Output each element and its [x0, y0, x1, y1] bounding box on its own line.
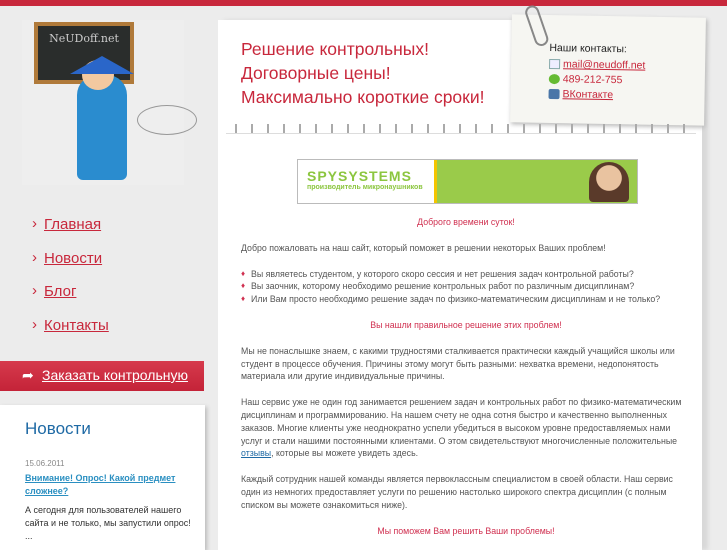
nav-contacts[interactable]: › Контакты — [32, 317, 109, 351]
welcome-text: Добро пожаловать на наш сайт, который поможет в решении некоторых Ваших проблем! — [241, 242, 606, 253]
bullet-item: ♦ Или Вам просто необходимо решение задач по физико-математическим дисциплинам и не только? — [241, 293, 691, 306]
news-more[interactable]: ... — [25, 531, 33, 541]
contacts-card — [510, 14, 706, 125]
found-text: Вы нашли правильное решение этих проблем! — [370, 319, 562, 330]
icq-number: 489-212-755 — [562, 73, 623, 87]
main-panel — [218, 20, 702, 550]
slogan-line: Максимально короткие сроки! — [241, 87, 485, 107]
ad-banner[interactable] — [297, 159, 638, 204]
nav-blog[interactable]: › Блог — [32, 283, 109, 317]
atom-icon — [137, 105, 197, 135]
bullet-item: ♦ Вы заочник, которому необходимо решение контрольных работ по различным дисциплинам? — [241, 280, 691, 293]
vk-link[interactable]: ВКонтакте — [562, 88, 614, 102]
paragraph: Мы не понаслышке знаем, с какими трудностями сталкивается практически каждый учащийся школы или студент в процессе обучения. Причины этому могут быть разными: нехватка времени, недопонятость материала или другие индивидуальные причины. — [241, 345, 675, 382]
reviews-link[interactable]: отзывы — [241, 448, 272, 459]
news-panel — [0, 405, 205, 550]
banner-brand: SPYSYSTEMS — [307, 168, 412, 184]
spiral-binding — [226, 124, 696, 134]
contacts-heading: Наши контакты: — [549, 41, 627, 56]
top-bar — [0, 0, 727, 6]
news-excerpt: А сегодня для пользователей нашего сайта и не только, мы запустили опрос! — [25, 505, 191, 528]
slogan — [241, 37, 484, 109]
banner-image — [589, 162, 629, 202]
slogan-line: Договорные цены! — [241, 63, 391, 83]
order-button[interactable] — [0, 361, 204, 391]
slogan-line: Решение контрольных! — [241, 39, 429, 59]
order-link[interactable]: Заказать контрольную — [42, 367, 188, 383]
news-heading: Новости — [25, 419, 91, 438]
paragraph-text: Наш сервис уже не один год занимается решением задач и контрольных работ по физико-математическим дисциплинам и программированию. На нашем счету не одна сотня быстро и качественно выполненных заказов. Многие клиенты уже неоднократно успели убедиться в высоком уровне предоставляемых нами услуг и стали нашими постоянными клиентами. О этом свидетельствуют многочисленные положительные — [241, 397, 682, 446]
vk-icon — [548, 89, 559, 99]
nav-news[interactable]: › Новости — [32, 250, 109, 284]
help-text: Мы поможем Вам решить Ваши проблемы! — [377, 525, 555, 536]
bullet-item: ♦ Вы являетесь студентом, у которого скоро сессия и нет решения задач контрольной работы? — [241, 268, 691, 281]
graduation-cap-icon — [70, 56, 134, 74]
icq-icon — [549, 74, 560, 84]
paragraph: Каждый сотрудник нашей команды является первоклассным специалистом в своей области. Наш сервис один из немногих предоставляет услуги по решению настолько широкого спектра дисциплин (с полным списком вы можете ознакомиться ниже). — [241, 474, 673, 510]
email-link[interactable]: mail@neudoff.net — [562, 58, 646, 72]
paragraph-text: , которые вы можете увидеть здесь. — [271, 448, 419, 459]
greeting: Доброго времени суток! — [417, 217, 515, 227]
main-nav — [32, 216, 109, 350]
news-title-link[interactable]: Внимание! Опрос! Какой предмет сложнее? — [25, 473, 176, 496]
article — [241, 216, 691, 550]
logo-text: NeUDoff.net — [49, 32, 119, 45]
paragraph — [241, 396, 691, 460]
site-logo[interactable] — [22, 20, 184, 185]
banner-tagline: производитель микронаушников — [307, 184, 423, 191]
arrow-icon: ➦ — [22, 367, 34, 383]
mail-icon — [549, 59, 560, 69]
nav-home[interactable]: › Главная — [32, 216, 109, 250]
news-date: 15.06.2011 — [25, 459, 65, 468]
paperclip-icon — [523, 4, 550, 48]
professor-body — [77, 75, 127, 180]
